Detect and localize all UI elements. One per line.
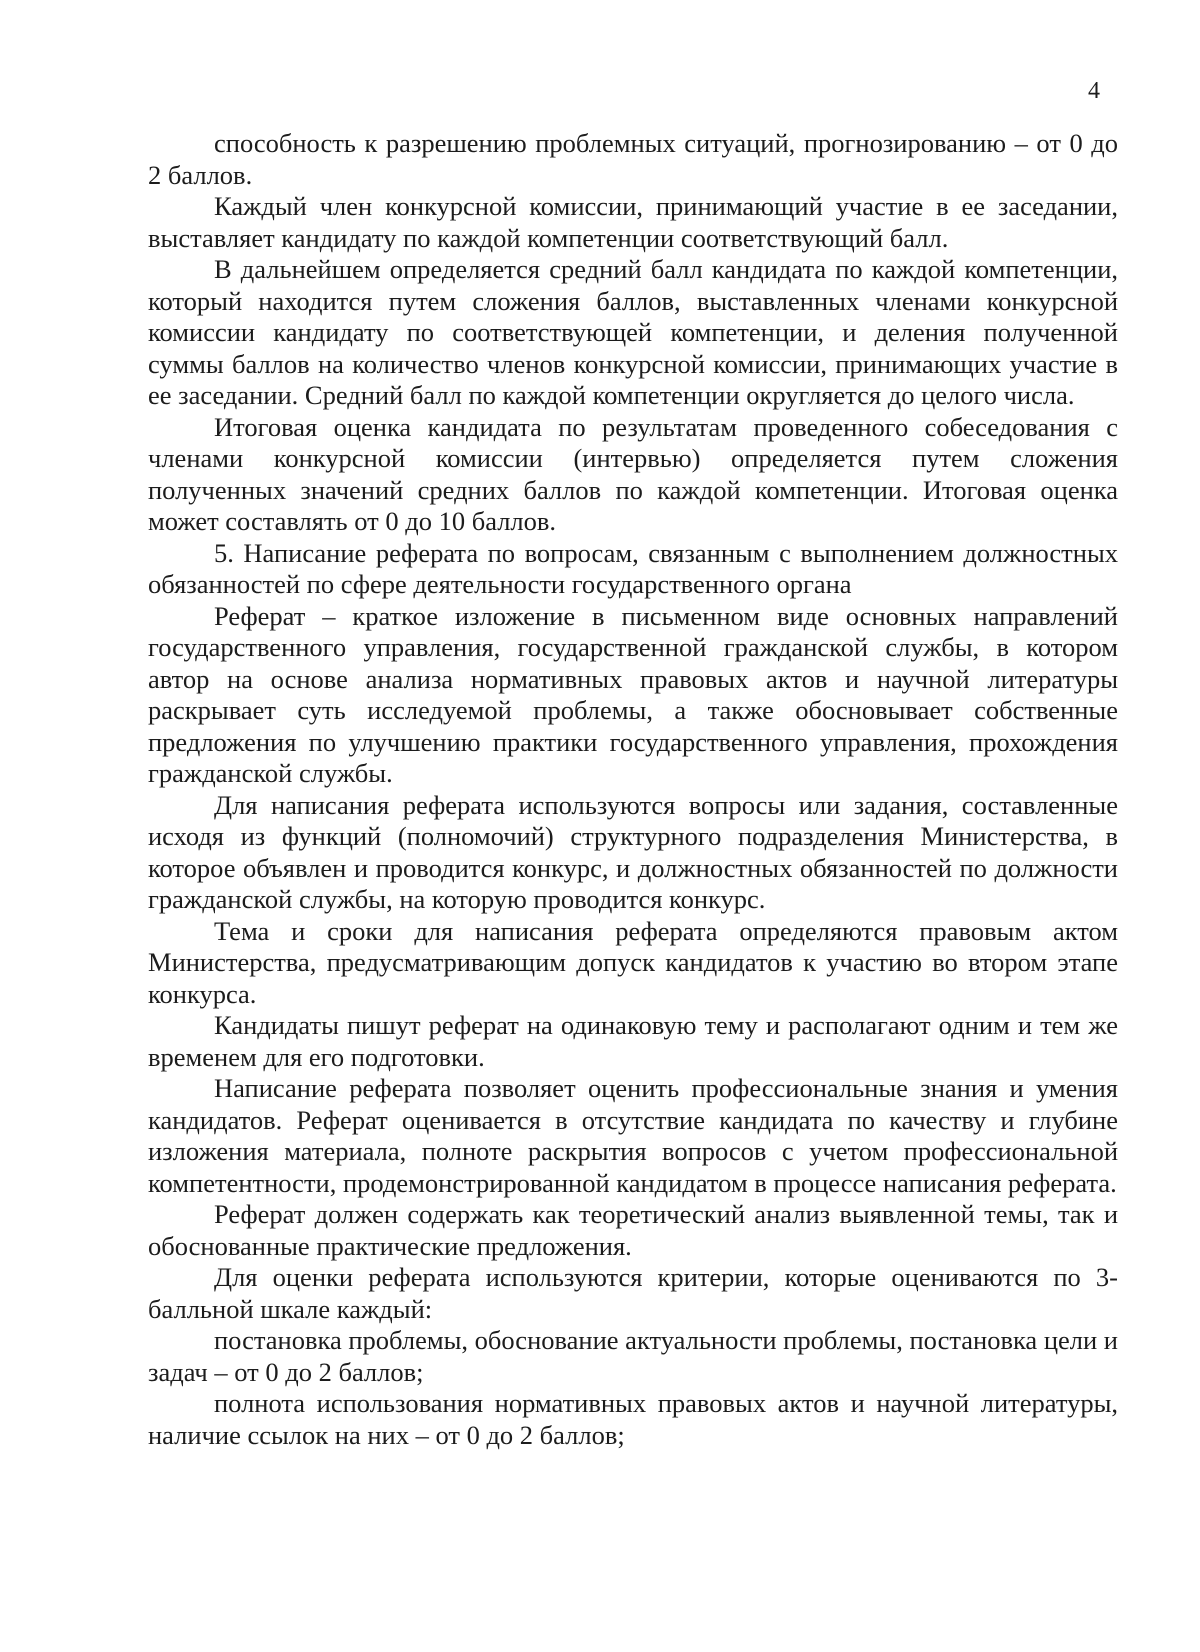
- paragraph: Тема и сроки для написания реферата определяются правовым актом Министерства, предусматривающим допуск кандидатов к участию во втором этапе конкурса.: [148, 915, 1118, 1009]
- section-heading: 5. Написание реферата по вопросам, связанным с выполнением должностных обязанностей по сфере деятельности государственного органа: [148, 537, 1118, 599]
- page-number: 4: [1088, 78, 1100, 104]
- paragraph: Итоговая оценка кандидата по результатам проведенного собеседования с членами конкурсной комиссии (интервью) определяется путем сложения полученных значений средних баллов по каждой компетенции. Итоговая оценка может составлять от 0 до 10 баллов.: [148, 411, 1118, 536]
- paragraph: В дальнейшем определяется средний балл кандидата по каждой компетенции, который находится путем сложения баллов, выставленных членами конкурсной комиссии кандидату по соответствующей компетенции, и деления полученной суммы баллов на количество членов конкурсной комиссии, принимающих участие в ее заседании. Средний балл по каждой компетенции округляется до целого числа.: [148, 254, 1118, 410]
- paragraph: Кандидаты пишут реферат на одинаковую тему и располагают одним и тем же временем для его подготовки.: [148, 1010, 1118, 1072]
- paragraph: Реферат – краткое изложение в письменном виде основных направлений государственного управления, государственной гражданской службы, в котором автор на основе анализа нормативных правовых актов и научной литературы раскрывает суть исследуемой проблемы, а также обосновывает собственные предложения по улучшению практики государственного управления, прохождения гражданской службы.: [148, 600, 1118, 788]
- paragraph: Каждый член конкурсной комиссии, принимающий участие в ее заседании, выставляет кандидату по каждой компетенции соответствующий балл.: [148, 191, 1118, 253]
- list-item: полнота использования нормативных правовых актов и научной литературы, наличие ссылок на них – от 0 до 2 баллов;: [148, 1388, 1118, 1450]
- paragraph: Для оценки реферата используются критерии, которые оцениваются по 3-балльной шкале каждый:: [148, 1262, 1118, 1324]
- document-body: [148, 128, 1118, 1451]
- paragraph: Для написания реферата используются вопросы или задания, составленные исходя из функций (полномочий) структурного подразделения Министерства, в которое объявлен и проводится конкурс, и должностных обязанностей по должности гражданской службы, на которую проводится конкурс.: [148, 789, 1118, 914]
- list-item: постановка проблемы, обоснование актуальности проблемы, постановка цели и задач – от 0 до 2 баллов;: [148, 1325, 1118, 1387]
- paragraph: способность к разрешению проблемных ситуаций, прогнозированию – от 0 до 2 баллов.: [148, 128, 1118, 190]
- paragraph: Написание реферата позволяет оценить профессиональные знания и умения кандидатов. Реферат оценивается в отсутствие кандидата по качеству и глубине изложения материала, полноте раскрытия вопросов с учетом профессиональной компетентности, продемонстрированной кандидатом в процессе написания реферата.: [148, 1073, 1118, 1198]
- paragraph: Реферат должен содержать как теоретический анализ выявленной темы, так и обоснованные практические предложения.: [148, 1199, 1118, 1261]
